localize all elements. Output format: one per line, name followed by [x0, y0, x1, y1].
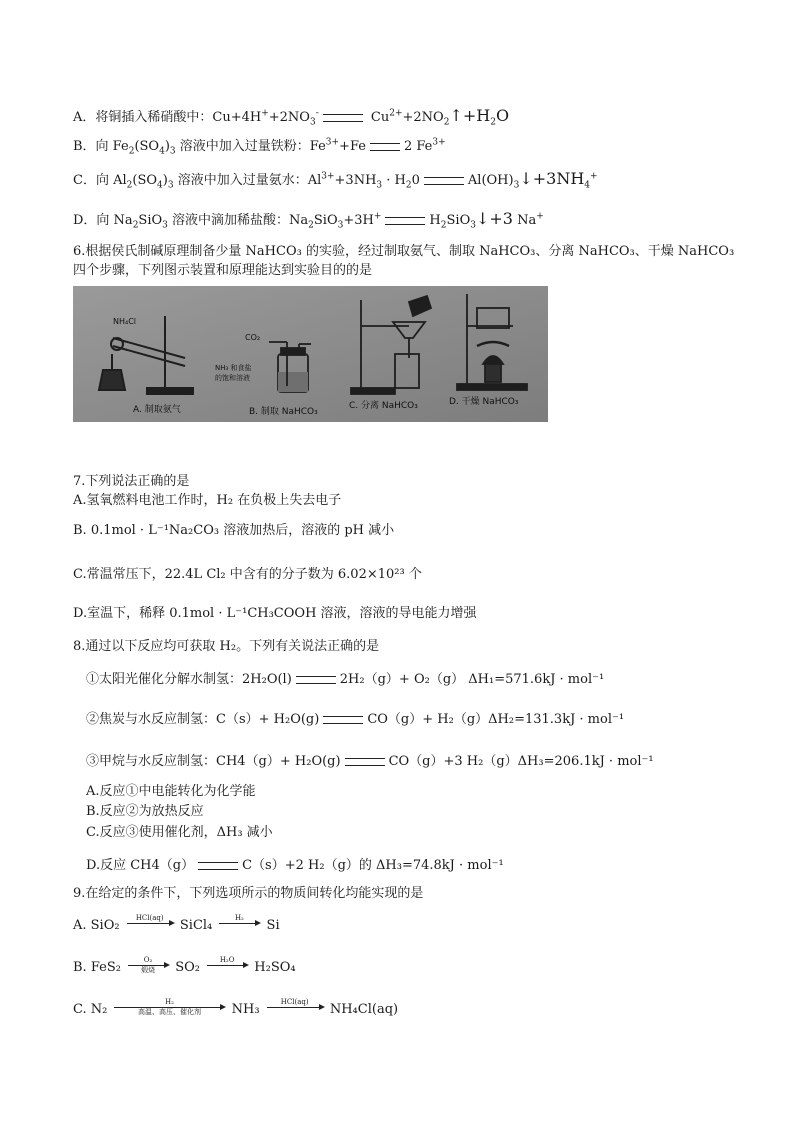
equals-sign [345, 758, 385, 766]
q8-option-d[interactable]: D.反应 CH4（g） C（s）+2 H₂（g）的 ΔH₃=74.8kJ · mol⁻¹ [86, 858, 504, 873]
label-nh3-brine: NH₃ 和食盐 [215, 364, 252, 372]
caption-b: B. 制取 NaHCO₃ [249, 407, 318, 417]
q8-reaction-3: ③甲烷与水反应制氢：CH4（g）+ H₂O(g) CO（g）+3 H₂（g）ΔH₃=206.1kJ · mol⁻¹ [86, 754, 654, 769]
apparatus-drawing [73, 286, 548, 422]
q7-option-b[interactable]: B. 0.1mol · L⁻¹Na₂CO₃ 溶液加热后，溶液的 pH 减小 [73, 523, 395, 538]
q8-stem: 8.通过以下反应均可获取 H₂。下列有关说法正确的是 [73, 639, 380, 654]
label-nh4cl: NH₄Cl [113, 317, 137, 326]
q5-option-a[interactable]: A．将铜插入稀硝酸中：$Cu+4H^++2NO_3^-$ $Cu^{2+}+2NO_2↑+H_2O$ [73, 106, 510, 128]
q8-reaction-1: ①太阳光催化分解水制氢：2H₂O(l) 2H₂（g）+ O₂（g） ΔH₁=571.6kJ · mol⁻¹ [86, 672, 605, 687]
label-co2: CO₂ [245, 333, 261, 342]
reaction-arrow: H₂O [207, 956, 247, 975]
q7-option-d[interactable]: D.室温下，稀释 0.1mol · L⁻¹CH₃COOH 溶液，溶液的导电能力增强 [73, 606, 477, 621]
equals-sign [323, 114, 363, 122]
q9-option-b[interactable]: B. FeS₂ O₂ 煅烧 SO₂ H₂O H₂SO₄ [73, 956, 296, 975]
q5-option-d[interactable]: D．向 $Na_2SiO_3$ 溶液中滴加稀盐酸：$Na_2SiO_3+3H^+$ $H_2SiO_3↓+3$ Na+ [73, 209, 544, 231]
equals-sign [323, 716, 363, 724]
q7-option-a[interactable]: A.氢氧燃料电池工作时，H₂ 在负极上失去电子 [73, 493, 342, 508]
label-saturated-solution: 的饱和溶液 [215, 374, 250, 382]
q6-stem-line1: 6.根据侯氏制碱原理制备少量 NaHCO₃ 的实验，经过制取氨气、制取 NaHCO₃、分离 NaHCO₃、干燥 NaHCO₃ [73, 244, 735, 259]
q7-stem: 7.下列说法正确的是 [73, 474, 190, 489]
q5-option-b[interactable]: B．向 $Fe_2(SO_4)_3$ 溶液中加入过量铁粉：$Fe^{3+}+Fe$ 2 $Fe^{3+}$ [73, 137, 446, 157]
q8-option-b[interactable]: B.反应②为放热反应 [86, 804, 204, 819]
q8-option-c[interactable]: C.反应③使用催化剂，ΔH₃ 减小 [86, 825, 273, 840]
equals-sign [296, 676, 336, 684]
caption-c: C. 分离 NaHCO₃ [349, 401, 418, 411]
reaction-arrow: HCl(aq) [127, 914, 173, 933]
equals-sign [198, 862, 238, 870]
equals-sign [424, 177, 464, 185]
apparatus-figure [73, 286, 548, 422]
q8-option-a[interactable]: A.反应①中电能转化为化学能 [86, 784, 256, 799]
equals-sign [370, 143, 400, 151]
reaction-arrow: H₂ 高温、高压、催化剂 [114, 998, 224, 1017]
q9-option-a[interactable]: A. SiO₂ HCl(aq) SiCl₄ H₂ Si [73, 914, 280, 933]
q7-option-c[interactable]: C.常温常压下，22.4L Cl₂ 中含有的分子数为 6.02×10²³ 个 [73, 567, 422, 582]
q9-option-c[interactable]: C. N₂ H₂ 高温、高压、催化剂 NH₃ HCl(aq) NH₄Cl(aq) [73, 998, 399, 1017]
caption-d: D. 干燥 NaHCO₃ [449, 397, 519, 407]
reaction-arrow: H₂ [219, 914, 259, 933]
q9-stem: 9.在给定的条件下，下列选项所示的物质间转化均能实现的是 [73, 886, 424, 901]
q8-reaction-2: ②焦炭与水反应制氢：C（s）+ H₂O(g) CO（g）+ H₂（g）ΔH₂=131.3kJ · mol⁻¹ [86, 712, 625, 727]
q5-option-c[interactable]: C．向 $Al_2(SO_4)_3$ 溶液中加入过量氨水：$Al^{3+}+3NH_3 \cdot H_20$ $Al(OH)_3↓+3NH_4^+$ [73, 169, 598, 191]
q6-stem-line2: 四个步骤，下列图示装置和原理能达到实验目的的是 [73, 263, 373, 278]
caption-a: A. 制取氨气 [133, 405, 181, 415]
reaction-arrow: HCl(aq) [267, 998, 323, 1017]
equals-sign [385, 217, 425, 225]
reaction-arrow: O₂ 煅烧 [128, 956, 168, 975]
